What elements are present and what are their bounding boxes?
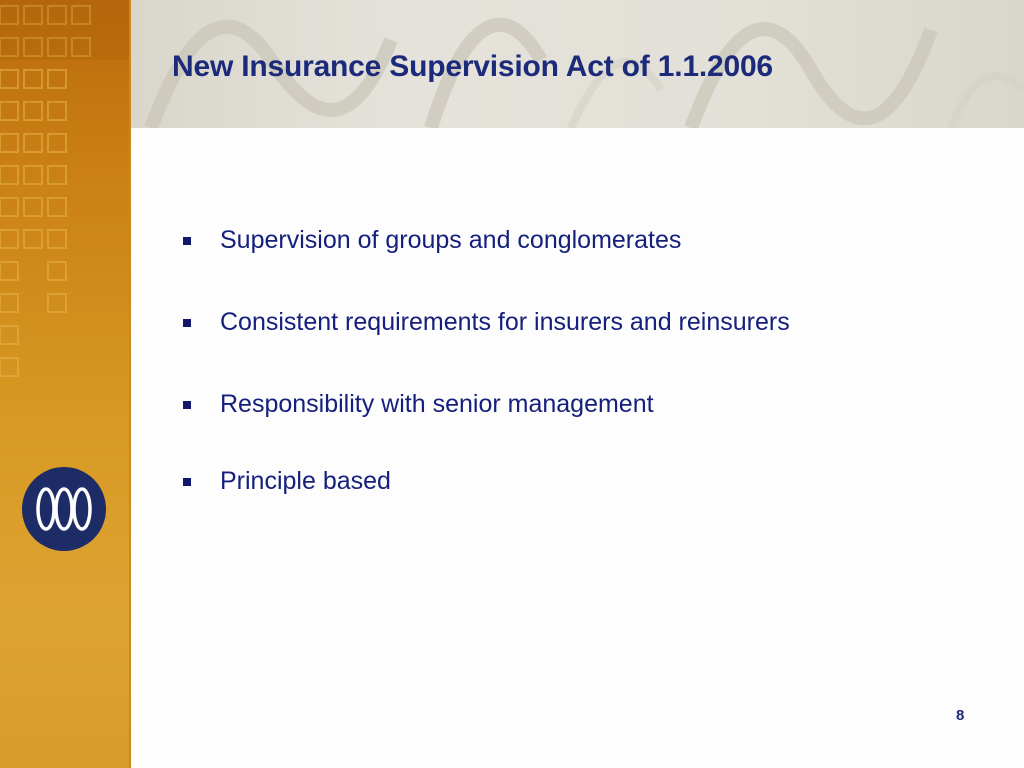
- page-number: 8: [956, 707, 965, 724]
- bullet-text: Responsibility with senior management: [220, 390, 654, 418]
- sidebar-grid-pattern: [0, 0, 131, 768]
- square-bullet-icon: [183, 478, 191, 486]
- square-bullet-icon: [183, 401, 191, 409]
- bullet-item: [183, 226, 681, 255]
- square-bullet-icon: [183, 237, 191, 245]
- bullet-item: [183, 390, 654, 419]
- bullet-item: [183, 467, 391, 496]
- bullet-text: Consistent requirements for insurers and reinsurers: [220, 308, 790, 336]
- slide-title: New Insurance Supervision Act of 1.1.2006: [172, 50, 773, 83]
- bullet-item: [183, 308, 790, 337]
- bullet-text: Principle based: [220, 467, 391, 495]
- sidebar-decoration: [0, 0, 131, 768]
- wave-logo-icon: [22, 467, 106, 551]
- square-bullet-icon: [183, 319, 191, 327]
- bullet-text: Supervision of groups and conglomerates: [220, 226, 682, 254]
